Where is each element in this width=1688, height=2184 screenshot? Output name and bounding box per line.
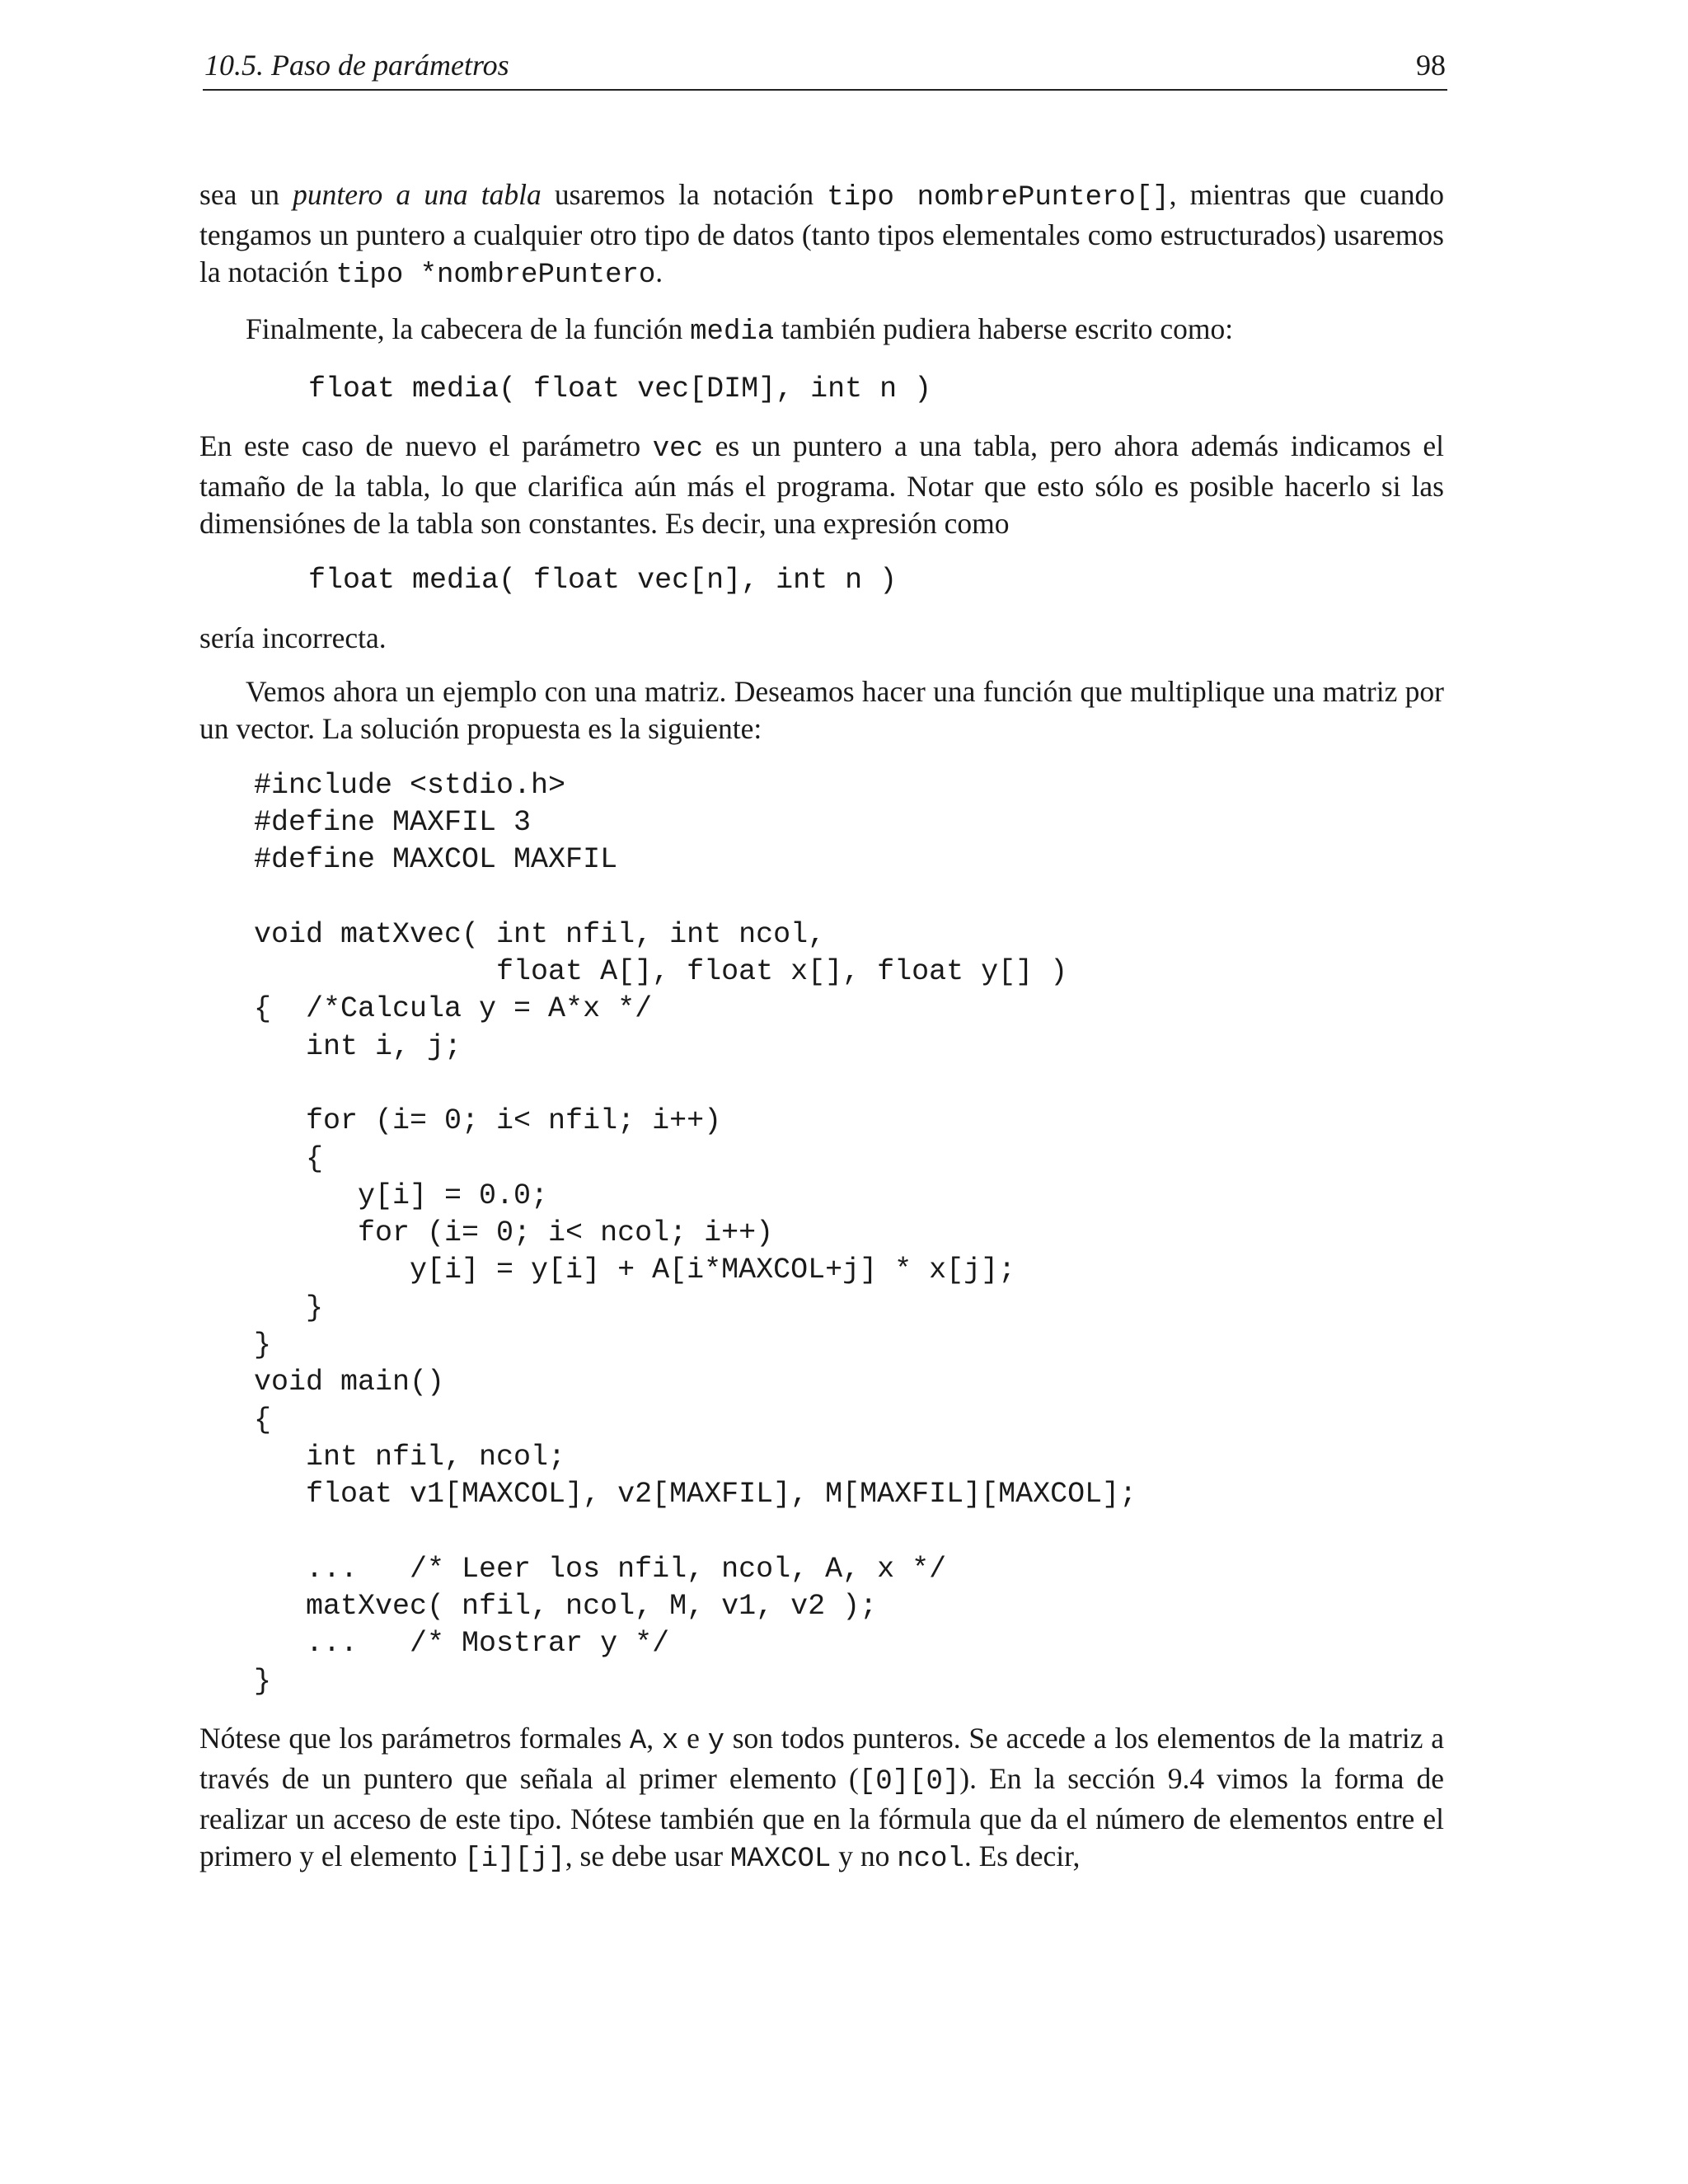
paragraph-matrix-example: Vemos ahora un ejemplo con una matriz. Deseamos hacer una función que multiplique una matriz por un vector. La solución propuesta es la siguiente: xyxy=(199,674,1444,745)
code-line: int nfil, ncol; xyxy=(254,1440,566,1474)
inline-code: MAXCOL xyxy=(729,1844,832,1876)
code-line: } xyxy=(254,1664,272,1698)
paragraph-function-header: Finalmente, la cabecera de la función media también pudiera haberse escrito como: xyxy=(246,312,1234,348)
code-line: float v1[MAXCOL], v2[MAXFIL], M[MAXFIL][MAXCOL]; xyxy=(254,1478,1137,1511)
code-line: ... /* Leer los nfil, ncol, A, x */ xyxy=(254,1552,947,1586)
code-block-declaration: float media( float vec[DIM], int n ) xyxy=(308,373,932,405)
code-line: ... /* Mostrar y */ xyxy=(254,1627,670,1661)
page-body xyxy=(199,176,1444,1878)
code-line: int i, j; xyxy=(254,1029,462,1063)
inline-code: [0][0] xyxy=(858,1766,960,1798)
inline-code: vec xyxy=(652,434,703,466)
code-line: for (i= 0; i< ncol; i++) xyxy=(254,1216,774,1250)
section-title: 10.5. Paso de parámetros xyxy=(204,49,509,82)
paragraph-incorrect: sería incorrecta. xyxy=(199,621,387,654)
code-line: } xyxy=(254,1329,272,1362)
inline-code: y xyxy=(707,1726,724,1758)
running-header xyxy=(203,45,1447,91)
page-number: 98 xyxy=(1416,49,1446,82)
paragraph-pointer-notation: sea un puntero a una tabla usaremos la notación tipo nombrePuntero[], mientras que cuando tengamos un puntero a cualquier otro tipo de datos (tanto tipos elementales como estructurados) usaremos la notación tipo *nombrePuntero. xyxy=(199,178,1444,291)
code-line: for (i= 0; i< nfil; i++) xyxy=(254,1104,722,1138)
inline-code: tipo nombrePuntero[] xyxy=(827,182,1170,213)
code-line: { /*Calcula y = A*x */ xyxy=(254,992,653,1026)
code-line: y[i] = y[i] + A[i*MAXCOL+j] * x[j]; xyxy=(254,1254,1016,1287)
code-block-program xyxy=(199,767,1444,1700)
code-line: void main() xyxy=(254,1366,445,1399)
paragraph-formal-parameters: Nótese que los parámetros formales A, x e y son todos punteros. Se accede a los elementos de la matriz a través de un puntero que señala al primer elemento ([0][0]). En la sección 9.4 vimos la forma de realizar un acceso de este tipo. Nótese también que en la fórmula que da el número de elementos entre el primero y el elemento [i][j], se debe usar MAXCOL y no ncol. Es decir, xyxy=(199,1722,1444,1876)
code-line: matXvec( nfil, ncol, M, v1, v2 ); xyxy=(254,1590,878,1624)
code-line: #define MAXCOL MAXFIL xyxy=(254,843,618,877)
inline-code: A xyxy=(629,1726,647,1758)
inline-code: [i][j] xyxy=(464,1844,565,1876)
code-line: #include <stdio.h> xyxy=(254,768,566,802)
code-line: { xyxy=(254,1141,324,1175)
code-line: #define MAXFIL 3 xyxy=(254,805,532,839)
code-line: } xyxy=(254,1291,324,1324)
code-line: float A[], float x[], float y[] ) xyxy=(254,955,1068,989)
code-line xyxy=(254,1066,1444,1103)
code-line: { xyxy=(254,1403,272,1436)
code-line xyxy=(254,1514,1444,1551)
emphasis-text: puntero a una tabla xyxy=(293,178,542,211)
inline-code: tipo *nombrePuntero xyxy=(335,260,656,291)
code-line xyxy=(254,879,1444,916)
code-line: void matXvec( int nfil, int ncol, xyxy=(254,917,826,951)
code-block-incorrect-declaration: float media( float vec[n], int n ) xyxy=(308,564,898,598)
inline-code: media xyxy=(690,316,775,348)
inline-code: x xyxy=(661,1726,679,1758)
paragraph-array-size: En este caso de nuevo el parámetro vec es un puntero a una tabla, pero ahora además indicamos el tamaño de la tabla, lo que clarifica aún más el programa. Notar que esto sólo es posible hacerlo si las dimensiónes de la tabla son constantes. Es decir, una expresión como xyxy=(199,429,1444,541)
code-line: y[i] = 0.0; xyxy=(254,1179,549,1212)
inline-code: ncol xyxy=(897,1844,964,1876)
